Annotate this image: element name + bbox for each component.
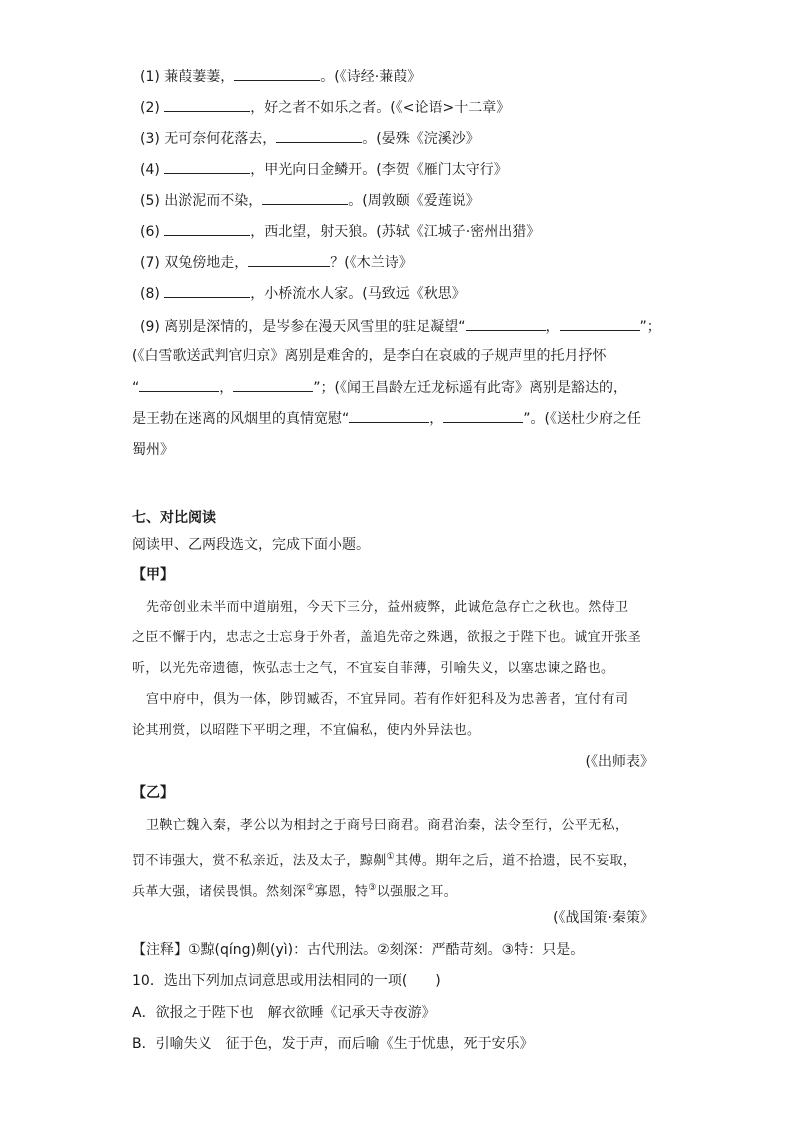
fill-item-9-line-5: 蜀州》 bbox=[132, 442, 174, 458]
section-intro: 阅读甲、乙两段选文，完成下面小题。 bbox=[132, 537, 370, 553]
answer-blank[interactable] bbox=[262, 190, 348, 205]
fill-item-6: (6) ，西北望，射天狼。(苏轼《江城子·密州出猎》 bbox=[140, 221, 540, 242]
answer-blank[interactable] bbox=[233, 377, 313, 392]
passage-jia-line: 宫中府中，俱为一体，陟罚臧否，不宜异同。若有作奸犯科及为忠善者，宜付有司 bbox=[146, 692, 629, 707]
question-10-option-a[interactable]: A．欲报之于陛下也 解衣欲睡《记承天寺夜游》 bbox=[132, 1005, 436, 1021]
fill-item-9-line-3: “ ， ”；(《闻王昌龄左迁龙标遥有此寄》离别是豁达的， bbox=[132, 377, 627, 398]
footnote-marker: ② bbox=[306, 883, 315, 893]
passage-jia-line: 先帝创业未半而中道崩殂，今天下三分，益州疲弊，此诚危急存亡之秋也。然侍卫 bbox=[146, 600, 629, 615]
answer-blank[interactable] bbox=[443, 408, 523, 423]
question-10-stem: 10．选出下列加点词意思或用法相同的一项( ) bbox=[132, 973, 441, 989]
fill-item-9-line-4: 是王勃在迷离的风烟里的真情宽慰“ ， ”。(《送杜少府之任 bbox=[132, 408, 641, 429]
fill-item-9-line-2: (《白雪歌送武判官归京》离别是难舍的，是李白在哀戚的子规声里的托月抒怀 bbox=[132, 348, 607, 364]
answer-blank[interactable] bbox=[560, 316, 640, 331]
passage-yi-label: 【乙】 bbox=[132, 785, 174, 801]
answer-blank[interactable] bbox=[164, 283, 250, 298]
passage-notes: 【注释】①黥(qíng)劓(yì)：古代刑法。②刻深：严酷苛刻。③特：只是。 bbox=[132, 942, 585, 958]
answer-blank[interactable] bbox=[276, 128, 362, 143]
fill-item-7: (7) 双兔傍地走， ？(《木兰诗》 bbox=[140, 252, 413, 273]
answer-blank[interactable] bbox=[248, 252, 330, 267]
fill-item-1: (1) 蒹葭萋萋， 。(《诗经·蒹葭》 bbox=[140, 66, 421, 87]
passage-jia-line: 之臣不懈于内，忠志之士忘身于外者，盖追先帝之殊遇，欲报之于陛下也。诚宜开张圣 bbox=[132, 630, 642, 645]
passage-yi-line: 罚不讳强大，赏不私亲近，法及太子，黥劓①其傅。期年之后，道不拾遗，民不妄取， bbox=[132, 852, 637, 869]
fill-item-2: (2) ，好之者不如乐之者。(《<论语>十二章》 bbox=[140, 97, 510, 118]
fill-item-4: (4) ，甲光向日金鳞开。(李贺《雁门太守行》 bbox=[140, 159, 508, 180]
answer-blank[interactable] bbox=[349, 408, 429, 423]
section-title: 七、对比阅读 bbox=[132, 510, 216, 526]
passage-jia-source: (《出师表》 bbox=[585, 754, 654, 770]
answer-blank[interactable] bbox=[234, 66, 320, 81]
passage-jia-label: 【甲】 bbox=[132, 567, 174, 583]
fill-item-5: (5) 出淤泥而不染， 。(周敦颐《爱莲说》 bbox=[140, 190, 480, 211]
answer-blank[interactable] bbox=[164, 97, 250, 112]
passage-yi-line: 兵革大强，诸侯畏惧。然刻深②寡恩，特③以强服之耳。 bbox=[132, 883, 458, 900]
answer-blank[interactable] bbox=[466, 316, 546, 331]
answer-blank[interactable] bbox=[139, 377, 219, 392]
fill-item-8: (8) ，小桥流水人家。(马致远《秋思》 bbox=[140, 283, 466, 304]
passage-yi-source: (《战国策·秦策》 bbox=[553, 910, 654, 926]
answer-blank[interactable] bbox=[164, 159, 250, 174]
fill-item-9-line-1: (9) 离别是深情的，是岑参在漫天风雪里的驻足凝望“ ， ”； bbox=[140, 316, 661, 337]
footnote-marker: ③ bbox=[368, 883, 377, 893]
question-10-option-b[interactable]: B．引喻失义 征于色，发于声，而后喻《生于忧患，死于安乐》 bbox=[132, 1036, 534, 1052]
fill-item-3: (3) 无可奈何花落去， 。(晏殊《浣溪沙》 bbox=[140, 128, 480, 149]
footnote-marker: ① bbox=[386, 852, 396, 862]
answer-blank[interactable] bbox=[164, 221, 250, 236]
passage-jia-line: 论其刑赏，以昭陛下平明之理，不宜偏私，使内外异法也。 bbox=[132, 723, 481, 738]
passage-jia-line: 听，以光先帝遗德，恢弘志士之气，不宜妄自菲薄，引喻失义，以塞忠谏之路也。 bbox=[132, 661, 615, 676]
passage-yi-line: 卫鞅亡魏入秦，孝公以为相封之于商号曰商君。商君治秦，法令至行，公平无私， bbox=[146, 818, 629, 833]
